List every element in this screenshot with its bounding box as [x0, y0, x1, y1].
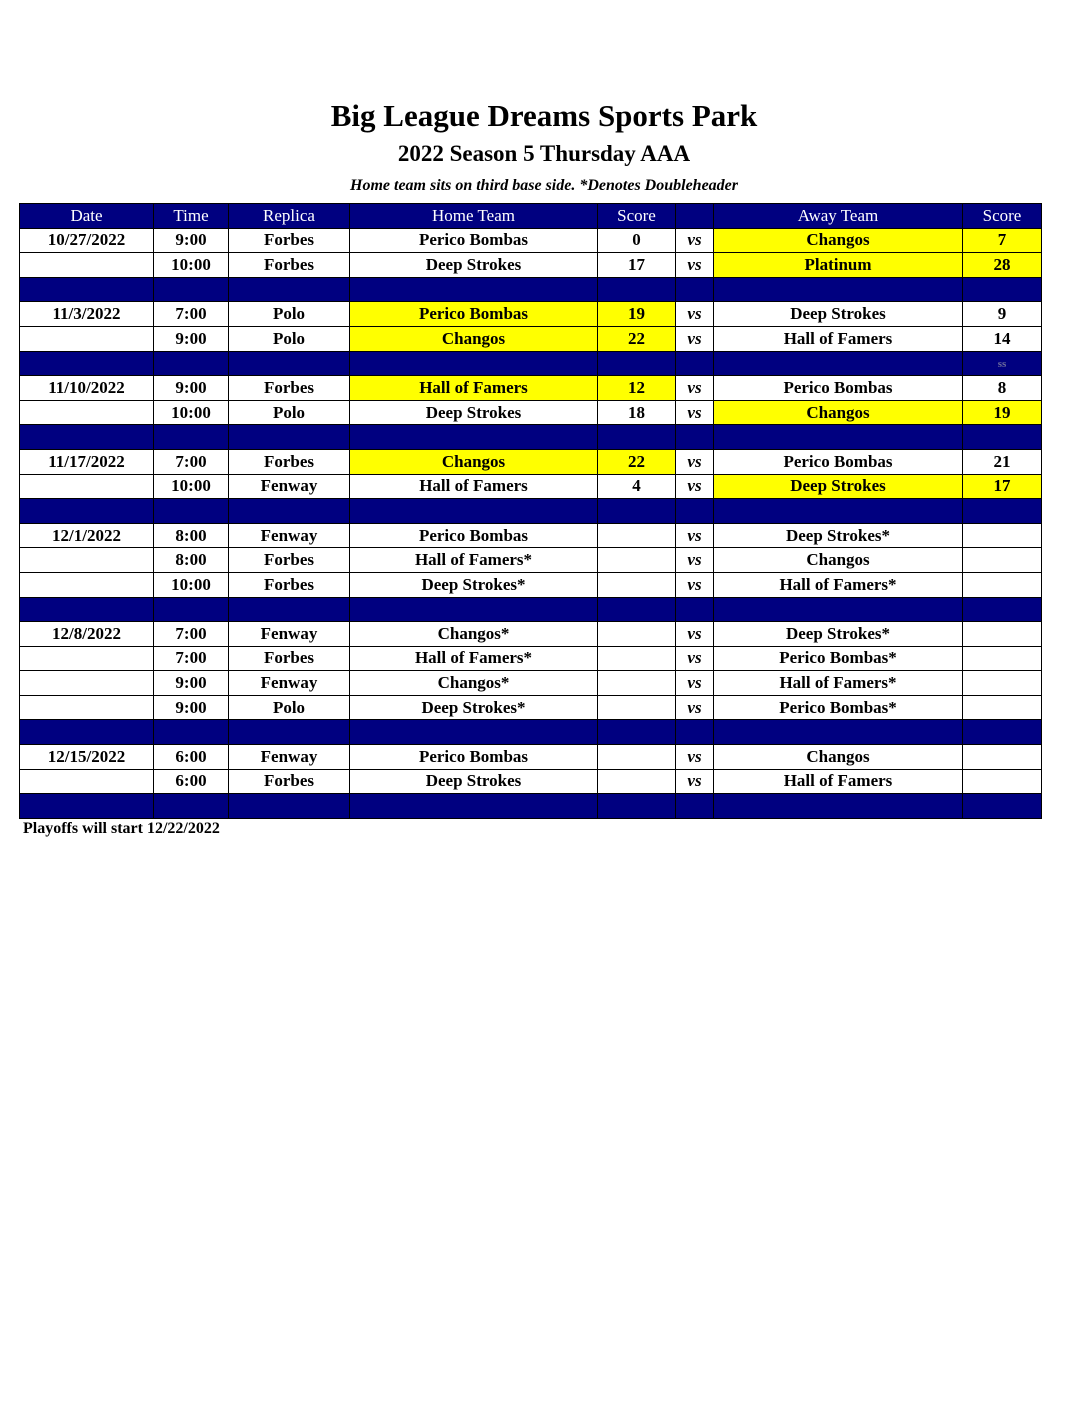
- table-row: [20, 302, 1042, 327]
- replica-cell: Polo: [229, 302, 350, 327]
- away-score-cell: 9: [963, 302, 1042, 327]
- home-score-cell: [598, 745, 676, 770]
- separator-cell: [154, 277, 229, 302]
- date-cell: 11/17/2022: [20, 449, 154, 474]
- vs-cell: vs: [676, 449, 714, 474]
- home-score-cell: [598, 523, 676, 548]
- time-cell: 9:00: [154, 671, 229, 696]
- home-score-cell: 22: [598, 326, 676, 351]
- schedule-note: Home team sits on third base side. *Denotes Doubleheader: [350, 177, 738, 194]
- away-team-cell: Perico Bombas: [714, 449, 963, 474]
- date-cell: [20, 646, 154, 671]
- date-cell: 12/15/2022: [20, 745, 154, 770]
- table-row: [20, 326, 1042, 351]
- separator-cell: [350, 351, 598, 376]
- separator-cell: [350, 794, 598, 819]
- table-row: [20, 474, 1042, 499]
- home-score-cell: 17: [598, 253, 676, 278]
- separator-cell: [598, 351, 676, 376]
- time-cell: 6:00: [154, 769, 229, 794]
- away-team-cell: Deep Strokes: [714, 474, 963, 499]
- page-subtitle: 2022 Season 5 Thursday AAA: [397, 141, 691, 166]
- home-team-cell: Hall of Famers: [350, 474, 598, 499]
- separator-cell: [598, 720, 676, 745]
- separator-row: [20, 425, 1042, 450]
- home-team-cell: Hall of Famers*: [350, 548, 598, 573]
- replica-cell: Forbes: [229, 376, 350, 401]
- replica-cell: Forbes: [229, 449, 350, 474]
- separator-cell: [350, 597, 598, 622]
- separator-row: [20, 499, 1042, 524]
- table-row: [20, 253, 1042, 278]
- away-score-cell: [963, 548, 1042, 573]
- date-cell: 11/10/2022: [20, 376, 154, 401]
- column-header-vs: [676, 204, 714, 229]
- separator-row: [20, 720, 1042, 745]
- replica-cell: Forbes: [229, 769, 350, 794]
- home-score-cell: 4: [598, 474, 676, 499]
- away-team-cell: Hall of Famers: [714, 769, 963, 794]
- home-team-cell: Deep Strokes: [350, 769, 598, 794]
- replica-cell: Fenway: [229, 622, 350, 647]
- vs-cell: vs: [676, 376, 714, 401]
- home-score-cell: [598, 646, 676, 671]
- away-team-cell: Changos: [714, 745, 963, 770]
- table-row: [20, 622, 1042, 647]
- home-score-cell: 19: [598, 302, 676, 327]
- separator-row: [20, 597, 1042, 622]
- separator-cell: [598, 499, 676, 524]
- home-team-cell: Changos: [350, 326, 598, 351]
- away-team-cell: Hall of Famers*: [714, 671, 963, 696]
- schedule-table: [19, 203, 1042, 819]
- home-team-cell: Deep Strokes*: [350, 572, 598, 597]
- replica-cell: Polo: [229, 400, 350, 425]
- date-cell: [20, 671, 154, 696]
- column-header-date: Date: [20, 204, 154, 229]
- table-row: [20, 646, 1042, 671]
- separator-cell: [714, 597, 963, 622]
- table-row: [20, 572, 1042, 597]
- table-row: [20, 745, 1042, 770]
- away-score-cell: [963, 745, 1042, 770]
- away-team-cell: Changos: [714, 548, 963, 573]
- time-cell: 7:00: [154, 646, 229, 671]
- home-team-cell: Deep Strokes*: [350, 695, 598, 720]
- date-cell: [20, 253, 154, 278]
- date-cell: [20, 474, 154, 499]
- date-cell: [20, 548, 154, 573]
- schedule-body: [20, 228, 1042, 818]
- home-score-cell: [598, 671, 676, 696]
- separator-cell: [676, 720, 714, 745]
- home-score-cell: 22: [598, 449, 676, 474]
- home-score-cell: 0: [598, 228, 676, 253]
- separator-cell: [676, 277, 714, 302]
- date-cell: [20, 326, 154, 351]
- home-score-cell: 18: [598, 400, 676, 425]
- separator-cell: [676, 351, 714, 376]
- away-team-cell: Hall of Famers*: [714, 572, 963, 597]
- time-cell: 9:00: [154, 326, 229, 351]
- table-row: [20, 376, 1042, 401]
- vs-cell: vs: [676, 695, 714, 720]
- home-team-cell: Perico Bombas: [350, 302, 598, 327]
- table-row: [20, 695, 1042, 720]
- home-score-cell: [598, 622, 676, 647]
- away-score-cell: 7: [963, 228, 1042, 253]
- column-header-home-team: Home Team: [350, 204, 598, 229]
- separator-cell: [350, 499, 598, 524]
- replica-cell: Forbes: [229, 253, 350, 278]
- time-cell: 10:00: [154, 572, 229, 597]
- away-team-cell: Changos: [714, 400, 963, 425]
- column-header-away-team: Away Team: [714, 204, 963, 229]
- table-row: [20, 523, 1042, 548]
- vs-cell: vs: [676, 769, 714, 794]
- away-team-cell: Deep Strokes*: [714, 622, 963, 647]
- home-team-cell: Hall of Famers*: [350, 646, 598, 671]
- date-cell: 10/27/2022: [20, 228, 154, 253]
- date-cell: 12/8/2022: [20, 622, 154, 647]
- separator-cell: [714, 277, 963, 302]
- replica-cell: Fenway: [229, 671, 350, 696]
- time-cell: 10:00: [154, 253, 229, 278]
- home-team-cell: Changos*: [350, 671, 598, 696]
- table-row: [20, 671, 1042, 696]
- home-team-cell: Deep Strokes: [350, 400, 598, 425]
- replica-cell: Forbes: [229, 228, 350, 253]
- replica-cell: Polo: [229, 326, 350, 351]
- separator-cell: [598, 597, 676, 622]
- table-row: [20, 400, 1042, 425]
- replica-cell: Fenway: [229, 745, 350, 770]
- vs-cell: vs: [676, 622, 714, 647]
- home-score-cell: [598, 572, 676, 597]
- home-score-cell: 12: [598, 376, 676, 401]
- separator-cell: [963, 794, 1042, 819]
- date-cell: 12/1/2022: [20, 523, 154, 548]
- away-score-cell: [963, 671, 1042, 696]
- vs-cell: vs: [676, 228, 714, 253]
- table-row: [20, 548, 1042, 573]
- time-cell: 6:00: [154, 745, 229, 770]
- separator-cell: [20, 794, 154, 819]
- date-cell: 11/3/2022: [20, 302, 154, 327]
- separator-cell: [598, 425, 676, 450]
- time-cell: 9:00: [154, 695, 229, 720]
- date-cell: [20, 769, 154, 794]
- separator-cell: [714, 499, 963, 524]
- separator-cell: [714, 351, 963, 376]
- home-score-cell: [598, 695, 676, 720]
- separator-row: [20, 351, 1042, 376]
- separator-cell: [963, 351, 1042, 376]
- column-header-away-score: Score: [963, 204, 1042, 229]
- time-cell: 8:00: [154, 548, 229, 573]
- separator-cell: [154, 351, 229, 376]
- separator-cell: [676, 425, 714, 450]
- separator-row: [20, 794, 1042, 819]
- away-team-cell: Perico Bombas*: [714, 695, 963, 720]
- replica-cell: Polo: [229, 695, 350, 720]
- away-team-cell: Changos: [714, 228, 963, 253]
- separator-cell: [229, 597, 350, 622]
- time-cell: 10:00: [154, 400, 229, 425]
- column-header-time: Time: [154, 204, 229, 229]
- separator-cell: [350, 277, 598, 302]
- separator-cell: [229, 794, 350, 819]
- separator-cell: [154, 794, 229, 819]
- home-team-cell: Perico Bombas: [350, 745, 598, 770]
- separator-row: [20, 277, 1042, 302]
- away-team-cell: Perico Bombas*: [714, 646, 963, 671]
- separator-cell: [229, 425, 350, 450]
- table-row: [20, 769, 1042, 794]
- separator-cell: [229, 277, 350, 302]
- home-team-cell: Changos: [350, 449, 598, 474]
- separator-cell: [229, 351, 350, 376]
- home-team-cell: Deep Strokes: [350, 253, 598, 278]
- date-cell: [20, 572, 154, 597]
- away-score-cell: [963, 572, 1042, 597]
- home-team-cell: Hall of Famers: [350, 376, 598, 401]
- away-score-cell: 14: [963, 326, 1042, 351]
- separator-cell: [963, 425, 1042, 450]
- replica-cell: Forbes: [229, 646, 350, 671]
- vs-cell: vs: [676, 745, 714, 770]
- table-row: [20, 449, 1042, 474]
- separator-cell: [154, 720, 229, 745]
- replica-cell: Fenway: [229, 523, 350, 548]
- separator-cell: [598, 794, 676, 819]
- away-score-cell: 19: [963, 400, 1042, 425]
- separator-cell: [598, 277, 676, 302]
- vs-cell: vs: [676, 572, 714, 597]
- table-row: [20, 228, 1042, 253]
- away-score-cell: [963, 695, 1042, 720]
- separator-cell: [350, 720, 598, 745]
- separator-mark: ss: [997, 358, 1007, 371]
- date-cell: [20, 400, 154, 425]
- away-team-cell: Platinum: [714, 253, 963, 278]
- time-cell: 9:00: [154, 376, 229, 401]
- separator-cell: [714, 425, 963, 450]
- vs-cell: vs: [676, 548, 714, 573]
- replica-cell: Forbes: [229, 548, 350, 573]
- away-team-cell: Perico Bombas: [714, 376, 963, 401]
- vs-cell: vs: [676, 646, 714, 671]
- vs-cell: vs: [676, 671, 714, 696]
- separator-cell: [963, 499, 1042, 524]
- separator-cell: [20, 597, 154, 622]
- separator-cell: [229, 499, 350, 524]
- away-team-cell: Deep Strokes: [714, 302, 963, 327]
- column-header-replica: Replica: [229, 204, 350, 229]
- separator-cell: [154, 499, 229, 524]
- home-team-cell: Perico Bombas: [350, 523, 598, 548]
- away-score-cell: [963, 646, 1042, 671]
- time-cell: 9:00: [154, 228, 229, 253]
- time-cell: 7:00: [154, 622, 229, 647]
- date-cell: [20, 695, 154, 720]
- separator-cell: [20, 351, 154, 376]
- separator-cell: [676, 794, 714, 819]
- vs-cell: vs: [676, 474, 714, 499]
- column-header-home-score: Score: [598, 204, 676, 229]
- separator-cell: [20, 720, 154, 745]
- away-score-cell: [963, 523, 1042, 548]
- away-team-cell: Hall of Famers: [714, 326, 963, 351]
- time-cell: 8:00: [154, 523, 229, 548]
- separator-cell: [154, 597, 229, 622]
- separator-cell: [963, 720, 1042, 745]
- home-team-cell: Changos*: [350, 622, 598, 647]
- page-title: Big League Dreams Sports Park: [330, 98, 758, 133]
- separator-cell: [963, 277, 1042, 302]
- home-score-cell: [598, 769, 676, 794]
- home-team-cell: Perico Bombas: [350, 228, 598, 253]
- away-score-cell: [963, 769, 1042, 794]
- vs-cell: vs: [676, 523, 714, 548]
- separator-cell: [20, 425, 154, 450]
- separator-cell: [154, 425, 229, 450]
- away-score-cell: [963, 622, 1042, 647]
- away-score-cell: 28: [963, 253, 1042, 278]
- home-score-cell: [598, 548, 676, 573]
- separator-cell: [20, 277, 154, 302]
- replica-cell: Fenway: [229, 474, 350, 499]
- separator-cell: [350, 425, 598, 450]
- separator-cell: [229, 720, 350, 745]
- time-cell: 10:00: [154, 474, 229, 499]
- time-cell: 7:00: [154, 302, 229, 327]
- away-score-cell: 8: [963, 376, 1042, 401]
- separator-cell: [714, 720, 963, 745]
- separator-cell: [20, 499, 154, 524]
- separator-cell: [963, 597, 1042, 622]
- vs-cell: vs: [676, 326, 714, 351]
- playoffs-note: Playoffs will start 12/22/2022: [23, 820, 220, 837]
- time-cell: 7:00: [154, 449, 229, 474]
- table-header-row: [20, 204, 1042, 229]
- separator-cell: [676, 499, 714, 524]
- replica-cell: Forbes: [229, 572, 350, 597]
- away-score-cell: 17: [963, 474, 1042, 499]
- vs-cell: vs: [676, 400, 714, 425]
- separator-cell: [714, 794, 963, 819]
- vs-cell: vs: [676, 302, 714, 327]
- vs-cell: vs: [676, 253, 714, 278]
- away-team-cell: Deep Strokes*: [714, 523, 963, 548]
- separator-cell: [676, 597, 714, 622]
- away-score-cell: 21: [963, 449, 1042, 474]
